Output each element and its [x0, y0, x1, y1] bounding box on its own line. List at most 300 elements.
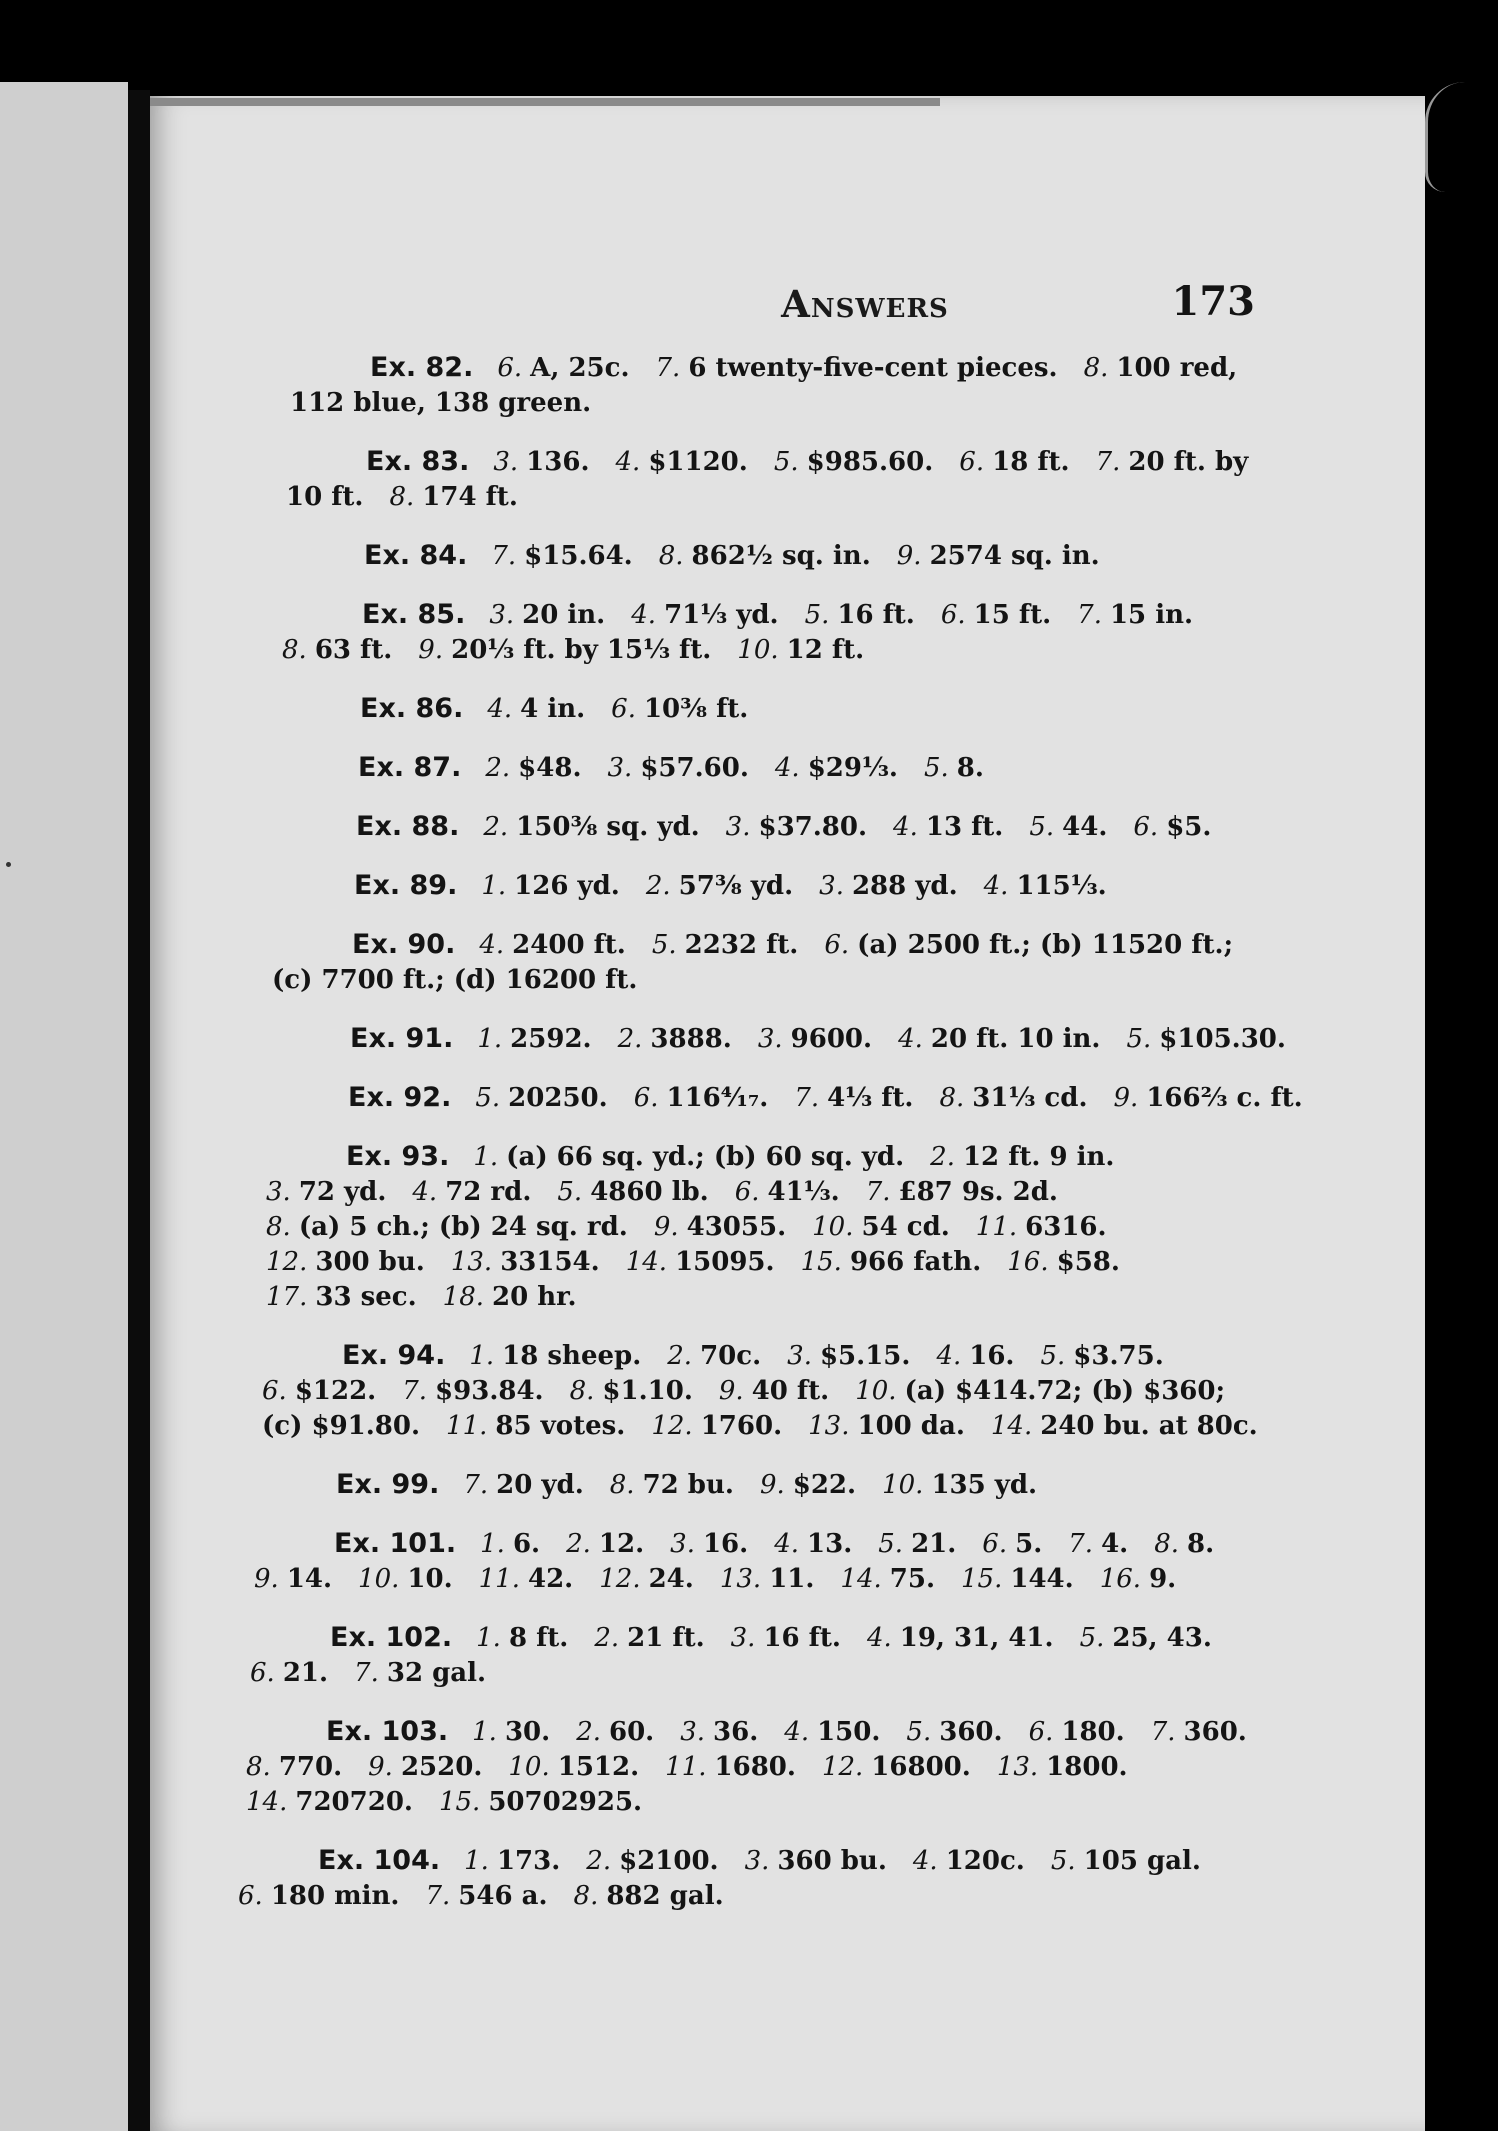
- answer-value: $48.: [518, 753, 582, 783]
- answer-line: [238, 1843, 1201, 1879]
- answer-value: 15095.: [675, 1247, 775, 1277]
- answer-item: [656, 353, 1058, 383]
- problem-number: 6.: [940, 600, 966, 630]
- answer-value: 882 gal.: [606, 1881, 724, 1911]
- answer-line: [266, 1245, 1226, 1280]
- problem-number: 9.: [254, 1564, 279, 1594]
- answer-item: [737, 635, 864, 665]
- answer-value: 31⅓ cd.: [972, 1083, 1088, 1113]
- answer-value: 150⅜ sq. yd.: [516, 812, 700, 842]
- answer-item: [608, 753, 749, 783]
- page-corner-curl: [1425, 82, 1498, 192]
- problem-number: 2.: [617, 1024, 643, 1054]
- answer-item: [425, 1881, 547, 1911]
- answer-item: [439, 1787, 642, 1817]
- answer-line: [282, 633, 1242, 668]
- problem-number: 4.: [487, 694, 513, 724]
- answer-item: [286, 482, 363, 512]
- answer-item: [787, 1341, 910, 1371]
- problem-number: 5.: [906, 1717, 932, 1747]
- answer-item: [924, 753, 984, 783]
- answer-line: [284, 538, 1244, 574]
- answer-item: [616, 447, 748, 477]
- answer-value: 10⅜ ft.: [643, 694, 749, 724]
- answer-value: (c) $91.80.: [262, 1411, 421, 1441]
- problem-number: 1.: [480, 1529, 505, 1559]
- problem-number: 12.: [651, 1411, 693, 1441]
- problem-number: 11.: [478, 1564, 520, 1594]
- answer-item: [481, 871, 619, 901]
- answer-item: [939, 1083, 1087, 1113]
- answer-item: [898, 1024, 1100, 1054]
- problem-number: 4.: [898, 1024, 923, 1054]
- answer-value: 10.: [407, 1564, 453, 1594]
- answer-item: [358, 1564, 453, 1594]
- answer-item: [254, 1564, 332, 1594]
- answer-item: [719, 1376, 829, 1406]
- problem-number: 9.: [418, 635, 444, 665]
- exercise-label: Ex. 83.: [366, 446, 470, 477]
- answer-line: [254, 1562, 1214, 1597]
- answer-value: 240 bu. at 80c.: [1040, 1411, 1258, 1441]
- answer-line: [254, 1526, 1214, 1562]
- problem-number: 14.: [246, 1787, 288, 1817]
- answer-item: [867, 1623, 1054, 1653]
- problem-number: 8.: [939, 1083, 965, 1113]
- problem-number: 14.: [840, 1564, 882, 1594]
- answer-line: [272, 963, 1232, 998]
- answer-item: [1029, 812, 1107, 842]
- answer-value: 100 red,: [1116, 353, 1238, 383]
- problem-number: 2.: [485, 753, 511, 783]
- problem-number: 8.: [1083, 353, 1109, 383]
- answer-value: 36.: [713, 1717, 759, 1747]
- answer-block: [238, 1843, 1201, 1914]
- exercise-label: Ex. 86.: [360, 693, 464, 724]
- answer-value: 2574 sq. in.: [929, 541, 1100, 571]
- problem-number: 5.: [475, 1083, 501, 1113]
- answer-value: 173.: [496, 1846, 561, 1876]
- answer-value: 120c.: [945, 1846, 1025, 1876]
- problem-number: 4.: [631, 600, 657, 630]
- answer-item: [667, 1341, 761, 1371]
- answer-value: 135 yd.: [931, 1470, 1038, 1500]
- answer-item: [774, 447, 933, 477]
- answer-item: [1077, 600, 1193, 630]
- answer-item: [479, 1564, 574, 1594]
- problem-number: 6.: [262, 1376, 287, 1406]
- answer-item: [735, 1177, 840, 1207]
- problem-number: 1.: [473, 1142, 499, 1172]
- answer-value: A, 25c.: [530, 353, 630, 383]
- answer-item: [897, 541, 1100, 571]
- problem-number: 8.: [266, 1212, 291, 1242]
- answer-value: 966 fath.: [849, 1247, 982, 1277]
- answer-item: [476, 1623, 568, 1653]
- answer-value: 12 ft. 9 in.: [962, 1142, 1115, 1172]
- answer-item: [250, 1658, 328, 1688]
- problem-number: 7.: [491, 541, 517, 571]
- answer-item: [566, 1529, 644, 1559]
- answer-value: 8 ft.: [508, 1623, 569, 1653]
- answer-value: 9.: [1149, 1564, 1177, 1594]
- answer-item: [1084, 353, 1238, 383]
- answer-value: 30.: [504, 1717, 551, 1747]
- answer-item: [446, 1411, 625, 1441]
- answer-line: [290, 386, 1250, 421]
- problem-number: 4.: [479, 930, 505, 960]
- problem-number: 4.: [412, 1177, 438, 1207]
- answer-item: [652, 930, 798, 960]
- answer-value: 20250.: [508, 1083, 608, 1113]
- problem-number: 8.: [658, 541, 684, 571]
- answer-item: [882, 1470, 1037, 1500]
- answer-item: [594, 1623, 704, 1653]
- problem-number: 18.: [442, 1282, 485, 1312]
- answer-item: [272, 965, 637, 995]
- answer-value: 4⅓ ft.: [827, 1083, 914, 1113]
- answer-item: [651, 1411, 782, 1441]
- answer-item: [475, 1083, 607, 1113]
- problem-number: 13.: [719, 1564, 762, 1594]
- problem-number: 5.: [773, 447, 799, 477]
- answer-value: 4860 lb.: [590, 1177, 709, 1207]
- answer-line: [270, 1021, 1286, 1057]
- answer-value: $5.: [1166, 812, 1212, 842]
- problem-number: 3.: [680, 1717, 706, 1747]
- answer-value: (a) 5 ch.; (b) 24 sq. rd.: [298, 1212, 628, 1242]
- answer-value: 6316.: [1025, 1212, 1107, 1242]
- problem-number: 6.: [982, 1529, 1008, 1559]
- answer-line: [266, 1139, 1226, 1175]
- answer-value: 116⁴⁄₁₇.: [666, 1083, 769, 1113]
- problem-number: 3.: [730, 1623, 756, 1653]
- problem-number: 15.: [961, 1564, 1003, 1594]
- answer-value: $105.30.: [1159, 1024, 1286, 1054]
- answer-item: [913, 1846, 1025, 1876]
- answer-item: [726, 812, 867, 842]
- answer-value: 41⅓.: [767, 1177, 840, 1207]
- answer-block: [270, 1021, 1286, 1057]
- answer-item: [574, 1881, 724, 1911]
- answer-item: [670, 1529, 748, 1559]
- answer-item: [479, 930, 625, 960]
- problem-number: 1.: [469, 1341, 495, 1371]
- answer-line: [250, 1656, 1210, 1691]
- answer-item: [680, 1717, 758, 1747]
- answer-item: [893, 812, 1003, 842]
- answer-line: [274, 868, 1234, 904]
- answer-line: [276, 809, 1236, 845]
- answer-line: [262, 1374, 1226, 1409]
- problem-number: 11.: [665, 1752, 707, 1782]
- answer-block: [280, 691, 1240, 727]
- answer-line: [266, 1210, 1226, 1245]
- answer-item: [1040, 1341, 1163, 1371]
- problem-number: 7.: [1150, 1717, 1176, 1747]
- answer-item: [936, 1341, 1014, 1371]
- problem-number: 5.: [1050, 1846, 1076, 1876]
- answer-item: [290, 388, 591, 418]
- answer-value: 360.: [1183, 1717, 1247, 1747]
- answer-item: [491, 541, 632, 571]
- problem-number: 16.: [1007, 1247, 1049, 1277]
- problem-number: 3.: [725, 812, 751, 842]
- answer-value: 288 yd.: [851, 871, 958, 901]
- answer-value: 75.: [889, 1564, 936, 1594]
- problem-number: 4.: [615, 447, 641, 477]
- problem-number: 7.: [1068, 1529, 1094, 1559]
- answer-value: 20 ft. 10 in.: [930, 1024, 1101, 1054]
- problem-number: 16.: [1099, 1564, 1142, 1594]
- problem-number: 13.: [450, 1247, 493, 1277]
- answer-value: $122.: [294, 1376, 377, 1406]
- answer-value: 70c.: [700, 1341, 762, 1371]
- problem-number: 3.: [787, 1341, 812, 1371]
- problem-number: 12.: [599, 1564, 641, 1594]
- answer-value: 20 in.: [522, 600, 606, 630]
- exercise-label: Ex. 89.: [354, 870, 458, 901]
- problem-number: 5.: [923, 753, 949, 783]
- answer-value: 105 gal.: [1083, 1846, 1201, 1876]
- problem-number: 7.: [463, 1470, 489, 1500]
- problem-number: 7.: [1077, 600, 1102, 630]
- answer-item: [1154, 1529, 1214, 1559]
- answer-item: [1133, 812, 1211, 842]
- answer-item: [745, 1846, 887, 1876]
- problem-number: 10.: [812, 1212, 854, 1242]
- exercise-label: Ex. 93.: [346, 1141, 450, 1172]
- answer-value: 2520.: [400, 1752, 483, 1782]
- answer-line: [266, 1175, 1226, 1210]
- answer-value: 20 ft. by: [1128, 447, 1249, 477]
- answer-value: 180.: [1061, 1717, 1125, 1747]
- answer-value: 2592.: [510, 1024, 592, 1054]
- answer-block: [246, 1714, 1247, 1820]
- answer-value: 115⅓.: [1016, 871, 1107, 901]
- answer-item: [557, 1177, 708, 1207]
- answer-item: [485, 753, 581, 783]
- answer-value: 112 blue, 138 green.: [290, 388, 592, 418]
- answer-item: [483, 812, 699, 842]
- answer-line: [250, 1620, 1210, 1656]
- problem-number: 3.: [819, 871, 844, 901]
- problem-number: 4.: [936, 1341, 962, 1371]
- problem-number: 5.: [1029, 812, 1055, 842]
- problem-number: 9.: [653, 1212, 679, 1242]
- problem-number: 7.: [354, 1658, 379, 1688]
- answer-item: [991, 1411, 1258, 1441]
- answer-value: 14.: [286, 1564, 333, 1594]
- answer-item: [646, 871, 793, 901]
- problem-number: 7.: [865, 1177, 891, 1207]
- answer-value: 862½ sq. in.: [691, 541, 871, 571]
- answer-item: [1096, 447, 1249, 477]
- exercise-label: Ex. 94.: [342, 1340, 446, 1371]
- answer-value: 16 ft.: [837, 600, 915, 630]
- answer-line: [290, 350, 1250, 386]
- answer-item: [1080, 1623, 1212, 1653]
- problem-number: 12.: [266, 1247, 308, 1277]
- answer-value: 150.: [817, 1717, 881, 1747]
- problem-number: 6.: [250, 1658, 275, 1688]
- answer-value: $22.: [792, 1470, 857, 1500]
- answer-value: 15 ft.: [973, 600, 1052, 630]
- answer-value: $15.64.: [524, 541, 633, 571]
- answer-item: [961, 1564, 1074, 1594]
- answer-value: 33154.: [500, 1247, 600, 1277]
- answer-value: 1512.: [557, 1752, 640, 1782]
- page-header: [150, 278, 1425, 332]
- answer-item: [775, 753, 898, 783]
- problem-number: 5.: [651, 930, 677, 960]
- answer-item: [801, 1247, 982, 1277]
- answer-value: 20⅓ ft. by 15⅓ ft.: [451, 635, 712, 665]
- problem-number: 14.: [625, 1247, 668, 1277]
- answer-line: [246, 1785, 1206, 1820]
- problem-number: 11.: [446, 1411, 488, 1441]
- answer-item: [982, 1529, 1042, 1559]
- answer-item: [878, 1529, 956, 1559]
- answer-value: 24.: [648, 1564, 694, 1594]
- problem-number: 12.: [821, 1752, 864, 1782]
- answer-item: [1151, 1717, 1247, 1747]
- problem-number: 6.: [633, 1083, 659, 1113]
- answer-item: [1114, 1083, 1303, 1113]
- answer-line: [266, 1280, 1226, 1315]
- answer-value: 136.: [526, 447, 590, 477]
- problem-number: 6.: [238, 1881, 263, 1911]
- problem-number: 5.: [1040, 1341, 1066, 1371]
- problem-number: 15.: [800, 1247, 842, 1277]
- answer-value: 13 ft.: [925, 812, 1004, 842]
- problem-number: 2.: [566, 1529, 591, 1559]
- answer-value: (c) 7700 ft.; (d) 16200 ft.: [272, 965, 638, 995]
- problem-number: 2.: [645, 871, 671, 901]
- problem-number: 8.: [569, 1376, 595, 1406]
- problem-number: 4.: [784, 1717, 810, 1747]
- exercise-label: Ex. 85.: [362, 599, 466, 630]
- problem-number: 3.: [607, 753, 633, 783]
- answer-item: [808, 1411, 965, 1441]
- answer-value: 25, 43.: [1112, 1623, 1212, 1653]
- page-top-edge: [150, 98, 940, 106]
- exercise-label: Ex. 82.: [370, 352, 474, 383]
- answer-value: 6 twenty-five-cent pieces.: [688, 353, 1058, 383]
- answer-item: [930, 1142, 1114, 1172]
- answer-item: [822, 1752, 971, 1782]
- answer-value: 2400 ft.: [512, 930, 626, 960]
- answer-item: [472, 1717, 550, 1747]
- problem-number: 2.: [576, 1717, 601, 1747]
- problem-number: 3.: [489, 600, 515, 630]
- answer-value: 33 sec.: [315, 1282, 417, 1312]
- answer-value: 4 in.: [520, 694, 586, 724]
- answer-item: [402, 1376, 543, 1406]
- answer-value: 19, 31, 41.: [899, 1623, 1054, 1653]
- answer-item: [758, 1024, 872, 1054]
- running-title: Answers: [781, 282, 949, 326]
- exercise-label: Ex. 104.: [318, 1845, 441, 1876]
- answer-line: [272, 927, 1232, 963]
- problem-number: 7.: [402, 1376, 428, 1406]
- answer-item: [840, 1564, 935, 1594]
- problem-number: 3.: [757, 1024, 783, 1054]
- answer-item: [368, 1752, 482, 1782]
- answer-item: [731, 1623, 841, 1653]
- page-number: 173: [1171, 278, 1255, 325]
- answer-block: [268, 1080, 1303, 1116]
- problem-number: 8.: [246, 1752, 271, 1782]
- answer-item: [412, 1177, 531, 1207]
- answer-value: 60.: [609, 1717, 655, 1747]
- answer-item: [473, 1142, 904, 1172]
- answer-item: [418, 635, 711, 665]
- exercise-label: Ex. 88.: [356, 811, 460, 842]
- answer-value: 72 yd.: [298, 1177, 387, 1207]
- answer-value: $985.60.: [806, 447, 934, 477]
- book-spine: [128, 90, 150, 2131]
- answer-item: [866, 1177, 1058, 1207]
- problem-number: 6.: [1133, 812, 1159, 842]
- answer-item: [266, 1212, 628, 1242]
- answer-item: [1051, 1846, 1201, 1876]
- answer-item: [480, 1529, 540, 1559]
- answer-block: [256, 1467, 1216, 1503]
- answer-value: 16.: [969, 1341, 1015, 1371]
- answer-line: [238, 1879, 1198, 1914]
- problem-number: 5.: [878, 1529, 904, 1559]
- answer-value: (a) 2500 ft.; (b) 11520 ft.;: [857, 930, 1234, 960]
- answer-item: [1007, 1247, 1120, 1277]
- exercise-label: Ex. 87.: [358, 752, 462, 783]
- answer-value: 2232 ft.: [684, 930, 799, 960]
- answer-value: $57.60.: [640, 753, 749, 783]
- answer-value: 12 ft.: [786, 635, 865, 665]
- answer-value: $2100.: [619, 1846, 719, 1876]
- answer-line: [256, 1467, 1216, 1503]
- answer-block: [250, 1620, 1210, 1691]
- answer-value: 18 ft.: [992, 447, 1070, 477]
- answers-list: [238, 350, 1303, 1937]
- answer-item: [443, 1282, 577, 1312]
- answer-value: 1760.: [700, 1411, 783, 1441]
- problem-number: 4.: [774, 753, 800, 783]
- answer-value: 174 ft.: [422, 482, 518, 512]
- problem-number: 10.: [508, 1752, 550, 1782]
- answer-value: 21.: [282, 1658, 329, 1688]
- exercise-label: Ex. 102.: [330, 1622, 453, 1653]
- answer-value: 12.: [598, 1529, 645, 1559]
- answer-line: [262, 1409, 1258, 1444]
- answer-value: 144.: [1010, 1564, 1074, 1594]
- answer-value: 6.: [512, 1529, 541, 1559]
- answer-line: [268, 1080, 1303, 1116]
- problem-number: 7.: [655, 353, 681, 383]
- answer-item: [654, 1212, 786, 1242]
- answer-value: 8.: [956, 753, 984, 783]
- answer-value: 5.: [1015, 1529, 1043, 1559]
- answer-value: $1120.: [648, 447, 748, 477]
- problem-number: 8.: [609, 1470, 635, 1500]
- answer-value: 40 ft.: [751, 1376, 830, 1406]
- answer-item: [941, 600, 1051, 630]
- answer-item: [634, 1083, 769, 1113]
- answer-value: 85 votes.: [495, 1411, 626, 1441]
- answer-item: [354, 1658, 486, 1688]
- problem-number: 7.: [425, 1881, 451, 1911]
- answer-item: [262, 1411, 420, 1441]
